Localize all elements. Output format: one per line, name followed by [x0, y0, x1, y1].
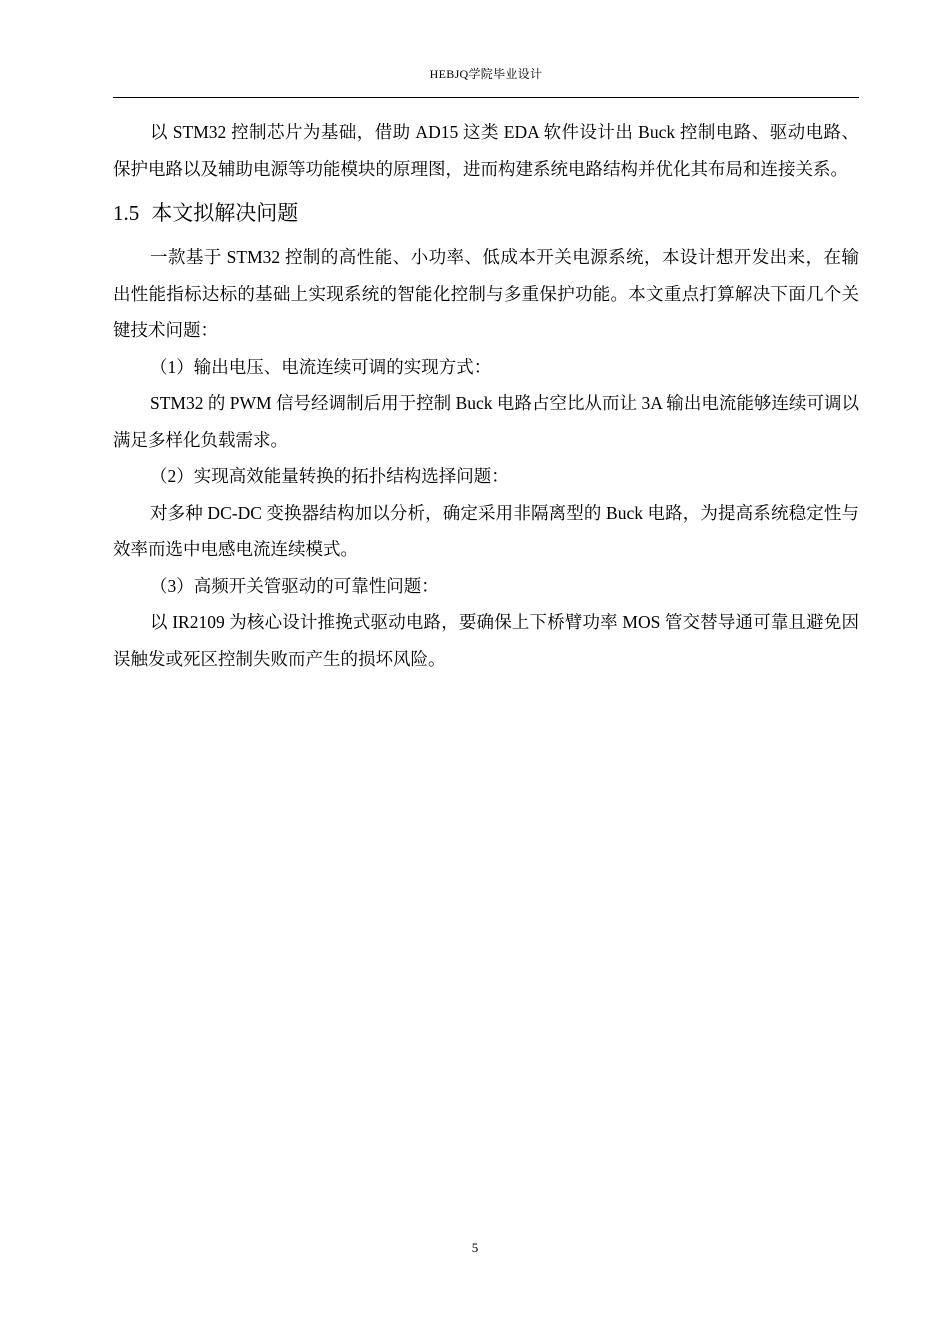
section-number: 1.5 — [113, 201, 140, 225]
page-body — [113, 114, 859, 677]
item-2-text: 对多种 DC-DC 变换器结构加以分析，确定采用非隔离型的 Buck 电路，为提高系统稳定性与效率而选中电感电流连续模式。 — [113, 502, 859, 559]
item-3-text: 以 IR2109 为核心设计推挽式驱动电路，要确保上下桥臂功率 MOS 管交替导通可靠且避免因误触发或死区控制失败而产生的损坏风险。 — [113, 612, 859, 669]
item-3-heading: （3）高频开关管驱动的可靠性问题： — [150, 575, 439, 596]
header-divider — [113, 97, 859, 98]
intro-paragraph: 以 STM32 控制芯片为基础，借助 AD15 这类 EDA 软件设计出 Buck 控制电路、驱动电路、保护电路以及辅助电源等功能模块的原理图，进而构建系统电路结构并优化其布局和连接关系。 — [113, 122, 859, 179]
item-1-heading: （1）输出电压、电流连续可调的实现方式： — [150, 356, 492, 377]
page-number: 5 — [471, 1240, 479, 1255]
item-2-heading: （2）实现高效能量转换的拓扑结构选择问题： — [150, 466, 509, 486]
item-1-text: STM32 的 PWM 信号经调制后用于控制 Buck 电路占空比从而让 3A 输出电流能够连续可调以满足多样化负载需求。 — [113, 393, 859, 450]
section-heading — [113, 187, 859, 239]
section-title: 本文拟解决问题 — [151, 201, 299, 225]
page-header: HEBJQ学院毕业设计 — [429, 67, 543, 81]
section-intro-paragraph: 一款基于 STM32 控制的高性能、小功率、低成本开关电源系统，本设计想开发出来，在输出性能指标达标的基础上实现系统的智能化控制与多重保护功能。本文重点打算解决下面几个关键技术问题： — [113, 247, 859, 340]
